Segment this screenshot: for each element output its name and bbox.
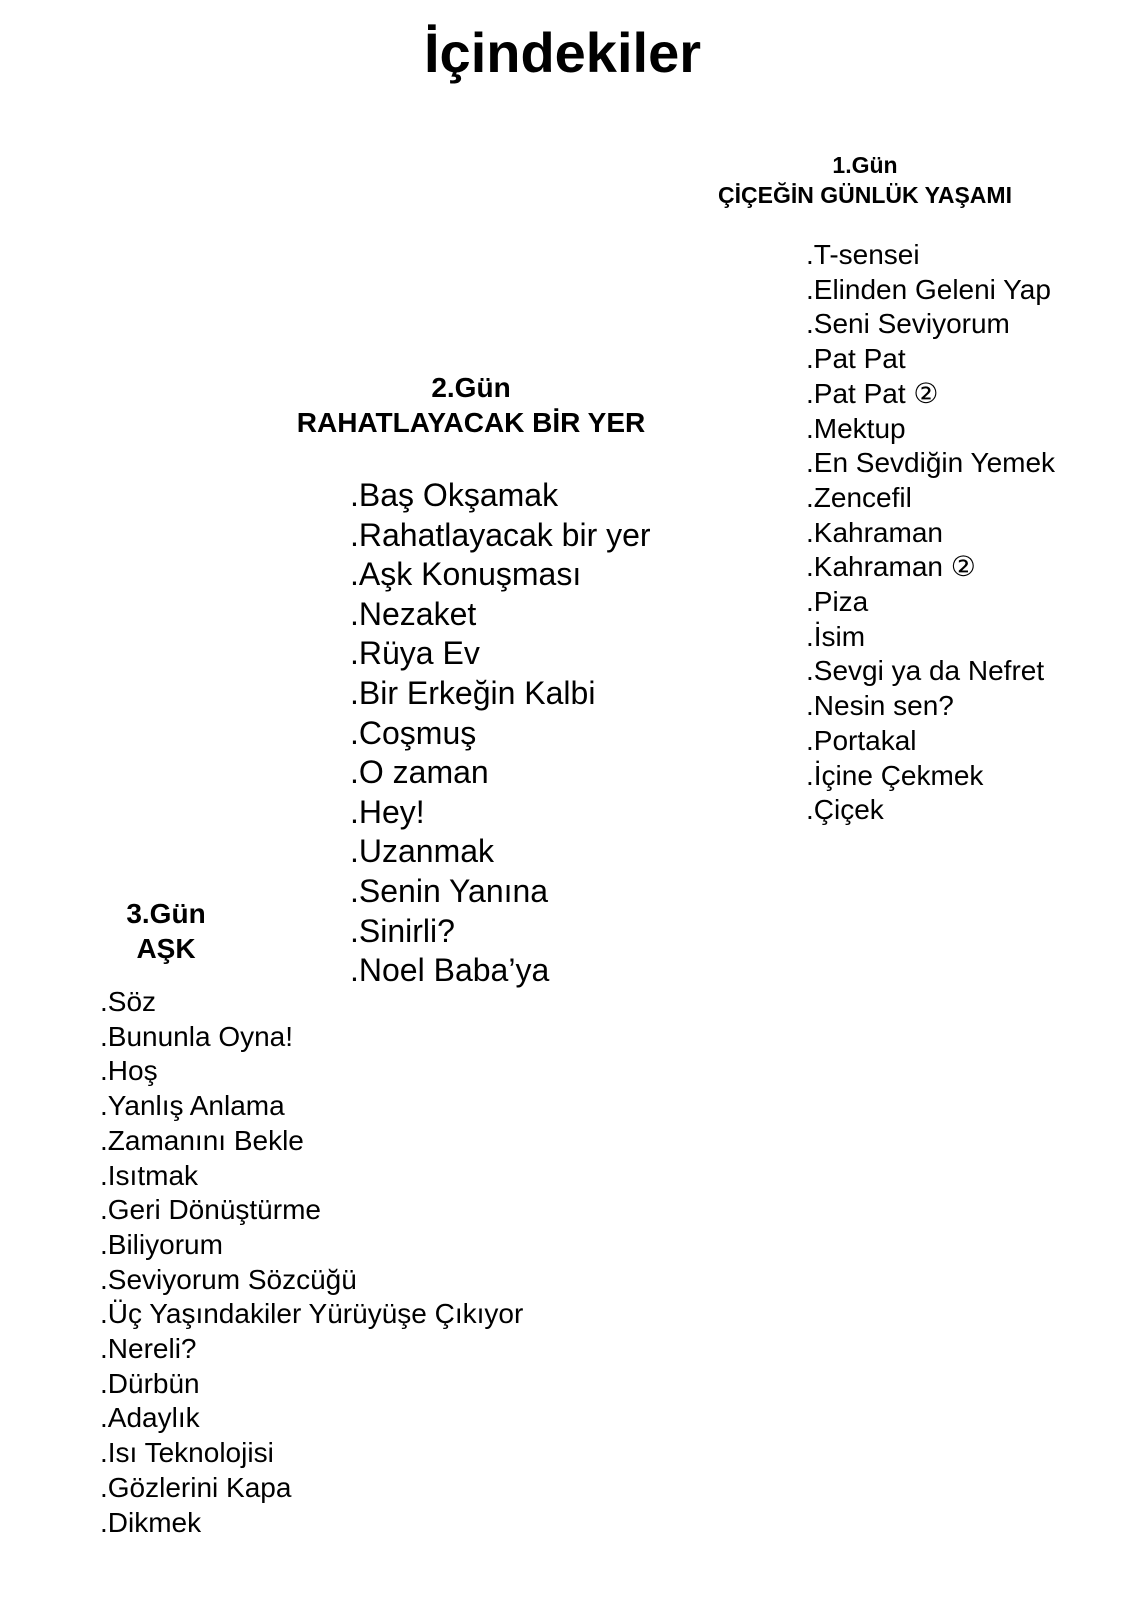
toc-entry: .Dürbün	[100, 1367, 200, 1399]
toc-entry: .Sinirli?	[350, 912, 455, 949]
toc-entry: .Geri Dönüştürme	[100, 1194, 321, 1226]
toc-entry: .Kahraman	[806, 516, 943, 548]
toc-entry: .Söz	[100, 986, 157, 1017]
toc-entry: .Nereli?	[100, 1333, 197, 1365]
toc-entry: .Nesin sen?	[806, 690, 954, 722]
toc-entry: .Bununla Oyna!	[100, 1020, 294, 1052]
section-header-day-1	[700, 150, 1030, 210]
toc-entry: .Portakal	[806, 724, 917, 756]
section-day-label: 3.Gün	[126, 898, 206, 929]
toc-entry: .Baş Okşamak	[350, 477, 559, 513]
toc-entry: .Rahatlayacak bir yer	[350, 516, 651, 553]
section-day-label: 1.Gün	[832, 152, 898, 178]
toc-entry: .T-sensei	[806, 239, 920, 270]
toc-list-day-1	[806, 238, 1055, 828]
toc-entry: .Yanlış Anlama	[100, 1090, 285, 1122]
toc-entry: .Hoş	[100, 1055, 158, 1087]
toc-entry: .Biliyorum	[100, 1228, 223, 1260]
toc-entry: .Kahraman ②	[806, 551, 976, 583]
toc-entry: .Elinden Geleni Yap	[806, 273, 1051, 305]
toc-entry: .Zamanını Bekle	[100, 1124, 304, 1156]
toc-entry: .Üç Yaşındakiler Yürüyüşe Çıkıyor	[100, 1298, 524, 1330]
toc-entry: .O zaman	[350, 754, 489, 791]
toc-entry: .Çiçek	[806, 794, 884, 826]
page-title: İçindekiler	[423, 21, 702, 84]
toc-entry: .Bir Erkeğin Kalbi	[350, 674, 596, 711]
section-day-label: 2.Gün	[431, 372, 511, 403]
toc-entry: .Isıtmak	[100, 1159, 199, 1191]
toc-entry: .En Sevdiğin Yemek	[806, 447, 1056, 479]
toc-entry: .Pat Pat ②	[806, 377, 939, 409]
toc-entry: .Uzanmak	[350, 833, 495, 870]
toc-entry: .Senin Yanına	[350, 872, 549, 909]
section-header-day-2	[285, 370, 657, 440]
toc-entry: .Dikmek	[100, 1506, 202, 1538]
toc-entry: .Rüya Ev	[350, 635, 480, 672]
toc-entry: .Isı Teknolojisi	[100, 1437, 274, 1469]
toc-entry: .Nezaket	[350, 595, 477, 632]
toc-list-day-3	[100, 985, 523, 1540]
toc-entry: .Zencefil	[806, 481, 912, 513]
section-name: RAHATLAYACAK BİR YER	[296, 407, 646, 438]
toc-entry: .Noel Baba’ya	[350, 952, 550, 989]
section-name: ÇİÇEĞİN GÜNLÜK YAŞAMI	[718, 182, 1012, 208]
toc-entry: .Coşmuş	[350, 714, 477, 751]
toc-entry: .İçine Çekmek	[806, 759, 984, 791]
toc-entry: .Seviyorum Sözcüğü	[100, 1263, 357, 1295]
toc-list-day-2	[350, 476, 651, 991]
toc-entry: .Pat Pat	[806, 343, 906, 375]
toc-entry: .Piza	[806, 586, 869, 618]
section-name: AŞK	[136, 933, 196, 964]
toc-entry: .Hey!	[350, 793, 425, 830]
toc-entry: .Mektup	[806, 412, 906, 444]
toc-entry: .Seni Seviyorum	[806, 308, 1010, 340]
toc-entry: .Gözlerini Kapa	[100, 1471, 292, 1503]
toc-entry: .Adaylık	[100, 1402, 200, 1434]
toc-entry: .Sevgi ya da Nefret	[806, 655, 1045, 687]
section-header-day-3	[100, 896, 232, 966]
toc-entry: .Aşk Konuşması	[350, 556, 582, 593]
toc-entry: .İsim	[806, 620, 866, 652]
